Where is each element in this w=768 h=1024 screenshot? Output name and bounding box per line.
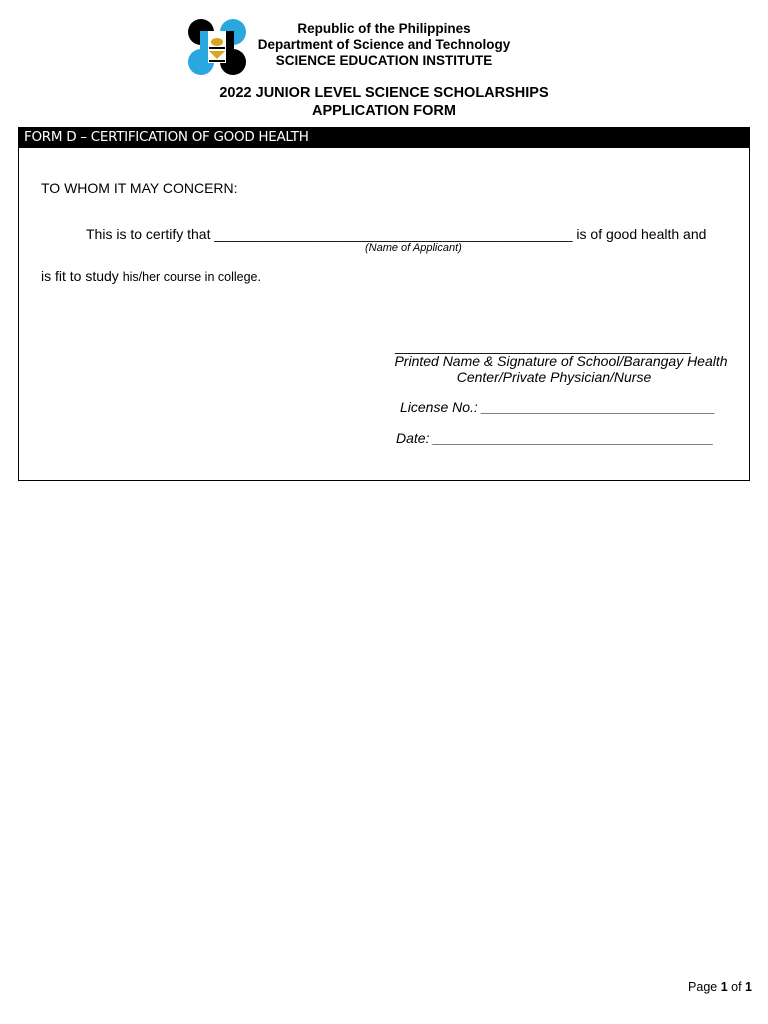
license-number-field: License No.: ______________________________ bbox=[400, 399, 716, 415]
fit-to-study-prefix: is fit to study bbox=[41, 268, 123, 284]
section-header-text: FORM D – CERTIFICATION OF GOOD HEALTH bbox=[24, 129, 309, 145]
signature-line: _______________________________________ bbox=[395, 338, 691, 354]
signature-caption-line2: Center/Private Physician/Nurse bbox=[456, 369, 652, 385]
form-title-line1: 2022 JUNIOR LEVEL SCIENCE SCHOLARSHIPS bbox=[219, 85, 549, 101]
agency-department: Department of Science and Technology bbox=[257, 37, 511, 52]
fit-to-study-suffix: his/her course in college. bbox=[122, 270, 261, 284]
form-title-line2: APPLICATION FORM bbox=[312, 103, 456, 119]
logo-band-2 bbox=[209, 60, 225, 62]
agency-institute: SCIENCE EDUCATION INSTITUTE bbox=[275, 53, 493, 68]
dost-logo-icon bbox=[187, 19, 247, 75]
logo-sun bbox=[211, 38, 223, 46]
logo-band-1 bbox=[209, 47, 225, 49]
page-label: Page bbox=[688, 980, 721, 994]
page-current: 1 bbox=[720, 980, 728, 994]
agency-header bbox=[246, 21, 522, 69]
form-title bbox=[0, 84, 768, 120]
page-number bbox=[670, 980, 752, 994]
logo-inner-left-blue bbox=[200, 31, 208, 63]
page-total: 1 bbox=[745, 980, 752, 994]
certify-line: This is to certify that ______________________________________________ is of good health and bbox=[86, 226, 707, 242]
signature-caption-line1: Printed Name & Signature of School/Barangay Health bbox=[394, 353, 728, 369]
salutation: TO WHOM IT MAY CONCERN: bbox=[41, 180, 238, 196]
fit-to-study-line bbox=[41, 268, 261, 285]
applicant-name-caption: (Name of Applicant) bbox=[365, 242, 462, 254]
agency-republic: Republic of the Philippines bbox=[297, 21, 471, 36]
date-field: Date: ____________________________________ bbox=[396, 430, 714, 446]
logo-inner-right-black bbox=[226, 31, 234, 63]
page-of: of bbox=[727, 980, 746, 994]
section-header-bar bbox=[18, 127, 750, 148]
